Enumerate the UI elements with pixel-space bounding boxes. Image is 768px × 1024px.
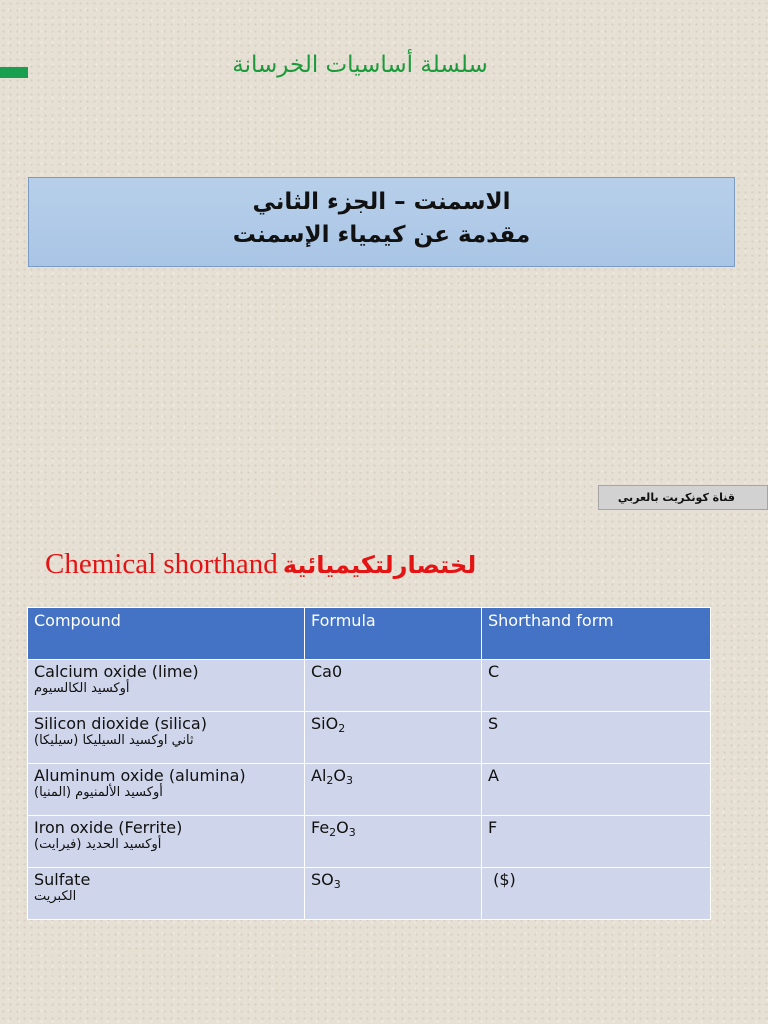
compound-name-arabic: أوكسيد الكالسيوم	[34, 681, 130, 696]
lesson-title-box	[28, 177, 735, 267]
compound-name-english: Aluminum oxide (alumina)	[34, 766, 246, 785]
compound-name-arabic: الكبريت	[34, 889, 77, 904]
lesson-title-line-2: مقدمة عن كيمياء الإسمنت	[232, 222, 531, 248]
table-row	[28, 764, 711, 816]
compound-name-arabic: أوكسيد الحديد (فيرايت)	[34, 837, 162, 852]
formula-subscript: 2	[338, 722, 346, 735]
compound-table	[27, 607, 711, 920]
series-title: سلسلة أساسيات الخرسانة	[232, 52, 488, 78]
table-row	[28, 868, 711, 920]
compound-name-english: Silicon dioxide (silica)	[34, 714, 207, 733]
formula-part: Ca0	[311, 662, 343, 681]
formula-part: Fe	[311, 818, 330, 837]
formula-part: O	[336, 818, 349, 837]
table-row	[28, 816, 711, 868]
table-row	[28, 660, 711, 712]
compound-name-arabic: أوكسيد الألمنيوم (المنيا)	[34, 785, 163, 800]
formula-subscript: 3	[345, 774, 353, 787]
cell-compound	[28, 712, 305, 764]
table-header-row	[28, 608, 711, 660]
cell-compound	[28, 816, 305, 868]
cell-shorthand: A	[482, 764, 711, 816]
cell-shorthand: C	[482, 660, 711, 712]
compound-name-english: Calcium oxide (lime)	[34, 662, 199, 681]
formula-subscript: 3	[348, 826, 356, 839]
cell-formula	[305, 660, 482, 712]
section-heading-english: Chemical shorthand	[45, 548, 278, 580]
cell-formula	[305, 868, 482, 920]
cell-shorthand: S	[482, 712, 711, 764]
header-compound: Compound	[28, 608, 305, 660]
table-row	[28, 712, 711, 764]
compound-name-arabic: ثاني اوكسيد السيليكا (سيليكا)	[34, 733, 194, 748]
formula-part: O	[333, 766, 346, 785]
formula-part: SO	[311, 870, 334, 889]
formula-subscript: 2	[326, 774, 334, 787]
formula-subscript: 3	[333, 878, 341, 891]
formula-part: Al	[311, 766, 327, 785]
cell-compound	[28, 660, 305, 712]
cell-shorthand: ($)	[482, 868, 711, 920]
cell-compound	[28, 764, 305, 816]
cell-formula	[305, 712, 482, 764]
cell-shorthand: F	[482, 816, 711, 868]
compound-name-english: Iron oxide (Ferrite)	[34, 818, 183, 837]
lesson-title-line-1: الاسمنت – الجزء الثاني	[252, 189, 511, 215]
cell-compound	[28, 868, 305, 920]
formula-subscript: 2	[329, 826, 337, 839]
section-heading	[45, 548, 476, 588]
compound-name-english: Sulfate	[34, 870, 91, 889]
header-shorthand: Shorthand form	[482, 608, 711, 660]
section-heading-arabic: لختصارلتكيميائية	[282, 551, 477, 579]
cell-formula	[305, 816, 482, 868]
formula-part: SiO	[311, 714, 339, 733]
cell-formula	[305, 764, 482, 816]
header-formula: Formula	[305, 608, 482, 660]
channel-name-tag: قناة كونكريت بالعربي	[598, 485, 768, 510]
